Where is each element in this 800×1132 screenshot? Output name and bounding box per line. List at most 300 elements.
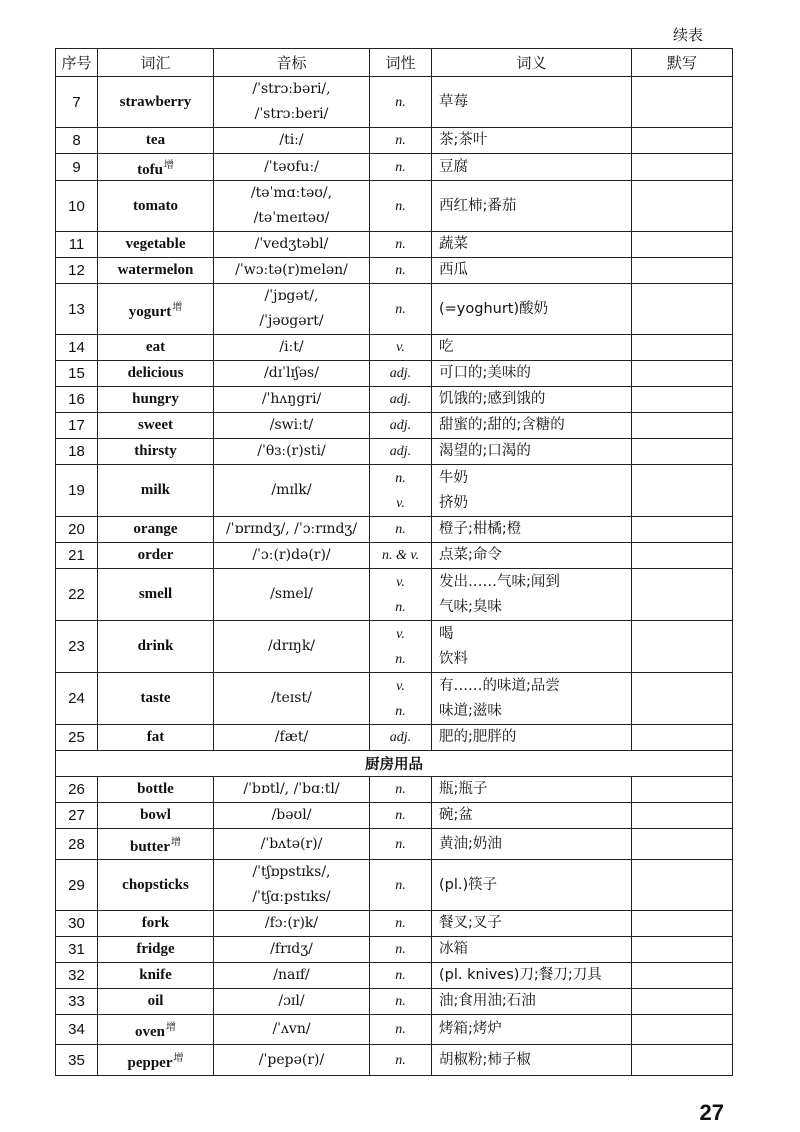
row-number: 30 (56, 911, 98, 937)
part-of-speech: n. (395, 836, 406, 852)
meaning: 牛奶 (439, 469, 468, 486)
vocab-word-cell (98, 1045, 214, 1076)
header-dictation: 默写 (632, 49, 733, 77)
meaning: 西瓜 (439, 262, 468, 278)
meaning: 吃 (439, 339, 454, 355)
added-word-mark: 增 (173, 1052, 184, 1064)
vocab-word-cell (98, 777, 214, 803)
pronunciation-cell (214, 569, 370, 621)
table-row (56, 154, 733, 181)
table-row (56, 569, 733, 621)
meaning-cell (432, 673, 632, 725)
section-header-row (56, 751, 733, 777)
row-number: 14 (56, 335, 98, 361)
meaning: 西红柿;番茄 (439, 197, 517, 214)
row-number: 31 (56, 937, 98, 963)
meaning-cell (432, 517, 632, 543)
meaning: 橙子;柑橘;橙 (439, 521, 522, 537)
header-number: 序号 (56, 49, 98, 77)
part-of-speech: n. (395, 651, 406, 667)
pronunciation: /ˈtəʊfuː/ (264, 158, 319, 175)
header-meaning: 词义 (432, 49, 632, 77)
pronunciation-cell (214, 621, 370, 673)
part-of-speech: adj. (389, 444, 412, 459)
dictation-blank[interactable] (632, 621, 733, 673)
pronunciation: /tiː/ (279, 132, 304, 148)
dictation-blank[interactable] (632, 517, 733, 543)
row-number: 16 (56, 387, 98, 413)
row-number: 27 (56, 803, 98, 829)
meaning-cell (432, 911, 632, 937)
vocab-word-cell (98, 361, 214, 387)
table-row (56, 829, 733, 860)
meaning-cell (432, 860, 632, 911)
row-number: 20 (56, 517, 98, 543)
part-of-speech: n. (395, 877, 406, 893)
part-of-speech-cell (370, 777, 432, 803)
dictation-blank[interactable] (632, 128, 733, 154)
vocab-word: taste (140, 690, 171, 706)
meaning: (pl. knives)刀;餐刀;刀具 (439, 967, 602, 983)
row-number: 7 (56, 77, 98, 128)
part-of-speech-cell (370, 989, 432, 1015)
part-of-speech-cell (370, 1045, 432, 1076)
pronunciation: /dɪˈlɪʃəs/ (264, 365, 319, 381)
pronunciation: /ˈjɒgət/, (264, 288, 319, 304)
table-row (56, 963, 733, 989)
pronunciation-cell (214, 387, 370, 413)
part-of-speech: adj. (389, 366, 412, 381)
row-number: 15 (56, 361, 98, 387)
part-of-speech: n. (395, 522, 406, 537)
dictation-blank[interactable] (632, 673, 733, 725)
vocab-word: smell (138, 586, 173, 602)
row-number: 24 (56, 673, 98, 725)
table-row (56, 128, 733, 154)
dictation-blank[interactable] (632, 439, 733, 465)
meaning-cell (432, 621, 632, 673)
row-number: 34 (56, 1015, 98, 1045)
table-row (56, 860, 733, 911)
pronunciation-cell (214, 258, 370, 284)
meaning: 油;食用油;石油 (439, 993, 536, 1009)
meaning: 胡椒粉;柿子椒 (439, 1051, 531, 1068)
vocab-word-cell (98, 803, 214, 829)
vocab-word-cell (98, 154, 214, 181)
dictation-blank[interactable] (632, 803, 733, 829)
table-row (56, 673, 733, 725)
part-of-speech-cell (370, 154, 432, 181)
vocab-word: fat (146, 729, 165, 745)
pronunciation: /teɪst/ (271, 690, 312, 706)
meaning-cell (432, 77, 632, 128)
part-of-speech: n. (395, 198, 406, 214)
meaning-cell (432, 1045, 632, 1076)
part-of-speech: n. (395, 133, 406, 148)
table-row (56, 232, 733, 258)
pronunciation-cell (214, 860, 370, 911)
table-row (56, 911, 733, 937)
vocab-word: bottle (137, 781, 174, 797)
vocab-word: tea (145, 132, 166, 148)
vocab-word: vegetable (125, 236, 186, 252)
meaning-cell (432, 258, 632, 284)
table-row (56, 77, 733, 128)
meaning-cell (432, 829, 632, 860)
vocab-word-cell (98, 725, 214, 751)
pronunciation: /drɪŋk/ (267, 638, 316, 654)
dictation-blank[interactable] (632, 911, 733, 937)
vocab-word-cell (98, 387, 214, 413)
added-word-mark: 增 (163, 159, 174, 171)
pronunciation-cell (214, 517, 370, 543)
pronunciation: /naɪf/ (273, 967, 310, 983)
dictation-blank[interactable] (632, 154, 733, 181)
pronunciation-cell (214, 725, 370, 751)
vocab-word-cell (98, 1015, 214, 1045)
dictation-blank[interactable] (632, 860, 733, 911)
part-of-speech: n. (395, 470, 406, 486)
pronunciation: /iːt/ (279, 339, 304, 355)
meaning-cell (432, 361, 632, 387)
part-of-speech-cell (370, 77, 432, 128)
part-of-speech: n. (395, 994, 406, 1009)
meaning: 挤奶 (439, 494, 468, 511)
meaning-cell (432, 803, 632, 829)
pronunciation-cell (214, 439, 370, 465)
row-number: 26 (56, 777, 98, 803)
pronunciation: /ˈvedʒtəbl/ (254, 236, 329, 252)
pronunciation: /mɪlk/ (271, 482, 312, 498)
part-of-speech-cell (370, 1015, 432, 1045)
table-row (56, 413, 733, 439)
pronunciation: /frɪdʒ/ (270, 941, 313, 957)
row-number: 28 (56, 829, 98, 860)
part-of-speech: n. (395, 94, 406, 110)
meaning: 点菜;命令 (439, 547, 502, 563)
part-of-speech: n. (395, 1022, 406, 1037)
vocab-word: bowl (140, 807, 171, 823)
vocab-word-cell (98, 128, 214, 154)
vocab-word: strawberry (119, 93, 192, 110)
vocab-word-cell (98, 989, 214, 1015)
dictation-blank[interactable] (632, 937, 733, 963)
row-number: 29 (56, 860, 98, 911)
dictation-blank[interactable] (632, 181, 733, 232)
pronunciation: /ˈstrɔːbəri/, (252, 81, 331, 97)
meaning-cell (432, 1015, 632, 1045)
dictation-blank[interactable] (632, 963, 733, 989)
vocab-word: chopsticks (122, 876, 189, 893)
kitchen-rows (56, 777, 733, 1076)
food-rows (56, 77, 733, 751)
row-number: 21 (56, 543, 98, 569)
row-number: 13 (56, 284, 98, 335)
dictation-blank[interactable] (632, 829, 733, 860)
meaning-cell (432, 963, 632, 989)
row-number: 8 (56, 128, 98, 154)
pronunciation: /ˈθɜː(r)sti/ (257, 443, 326, 459)
dictation-blank[interactable] (632, 387, 733, 413)
pronunciation: /təˈmeɪtəʊ/ (253, 210, 330, 226)
pronunciation: /ˈbɒtl/, /ˈbɑːtl/ (243, 781, 340, 797)
part-of-speech-cell (370, 258, 432, 284)
part-of-speech-cell (370, 232, 432, 258)
vocab-word: delicious (127, 365, 184, 381)
dictation-blank[interactable] (632, 725, 733, 751)
part-of-speech-cell (370, 937, 432, 963)
vocab-word-cell (98, 543, 214, 569)
part-of-speech: n. (395, 942, 406, 957)
pronunciation: /ˈʌvn/ (272, 1021, 311, 1037)
meaning: 碗;盆 (439, 807, 473, 823)
vocab-word: tofu (137, 161, 163, 178)
row-number: 33 (56, 989, 98, 1015)
pronunciation-cell (214, 335, 370, 361)
vocab-word: hungry (132, 391, 179, 407)
pronunciation: /ˈtʃɑːpstɪks/ (252, 889, 331, 905)
header-word: 词汇 (98, 49, 214, 77)
vocab-word: sweet (138, 417, 173, 433)
pronunciation-cell (214, 413, 370, 439)
pronunciation-cell (214, 543, 370, 569)
dictation-blank[interactable] (632, 413, 733, 439)
meaning-cell (432, 335, 632, 361)
meaning-cell (432, 181, 632, 232)
part-of-speech: adj. (389, 418, 412, 433)
meaning-cell (432, 128, 632, 154)
part-of-speech-cell (370, 829, 432, 860)
dictation-blank[interactable] (632, 335, 733, 361)
added-word-mark: 增 (166, 1022, 176, 1033)
pronunciation-cell (214, 1045, 370, 1076)
meaning-cell (432, 413, 632, 439)
meaning: 豆腐 (439, 158, 468, 175)
meaning: 饥饿的;感到饿的 (439, 391, 546, 407)
part-of-speech: n. (395, 808, 406, 823)
dictation-blank[interactable] (632, 1045, 733, 1076)
vocab-word-cell (98, 232, 214, 258)
vocab-word-cell (98, 517, 214, 543)
row-number: 9 (56, 154, 98, 181)
dictation-blank[interactable] (632, 232, 733, 258)
dictation-blank[interactable] (632, 569, 733, 621)
header-part-of-speech: 词性 (370, 49, 432, 77)
section-title: 厨房用品 (56, 751, 733, 777)
vocab-word-cell (98, 77, 214, 128)
vocab-word: thirsty (134, 443, 177, 459)
pronunciation: /ˈbʌtə(r)/ (260, 835, 323, 852)
pronunciation: /fæt/ (274, 729, 309, 745)
pronunciation-cell (214, 232, 370, 258)
part-of-speech: n. (395, 782, 406, 797)
pronunciation-cell (214, 989, 370, 1015)
part-of-speech: n. (395, 263, 406, 278)
pronunciation-cell (214, 937, 370, 963)
part-of-speech: v. (396, 574, 405, 590)
vocab-word: order (137, 547, 174, 563)
row-number: 17 (56, 413, 98, 439)
row-number: 10 (56, 181, 98, 232)
table-row (56, 517, 733, 543)
part-of-speech-cell (370, 621, 432, 673)
row-number: 12 (56, 258, 98, 284)
meaning-cell (432, 154, 632, 181)
vocab-word-cell (98, 673, 214, 725)
meaning: 气味;臭味 (439, 598, 502, 615)
meaning-cell (432, 569, 632, 621)
vocab-word-cell (98, 569, 214, 621)
table-row (56, 439, 733, 465)
vocab-word-cell (98, 335, 214, 361)
pronunciation-cell (214, 181, 370, 232)
vocab-word: butter (130, 838, 170, 855)
pronunciation: /ˈhʌŋgri/ (261, 391, 322, 407)
pronunciation: /ˈɒrɪndʒ/, /ˈɔːrɪndʒ/ (225, 521, 358, 537)
meaning: 草莓 (439, 93, 468, 110)
part-of-speech-cell (370, 963, 432, 989)
pronunciation-cell (214, 1015, 370, 1045)
part-of-speech-cell (370, 803, 432, 829)
vocab-word: tomato (133, 197, 178, 214)
vocab-word-cell (98, 937, 214, 963)
part-of-speech-cell (370, 413, 432, 439)
part-of-speech: n. (395, 703, 406, 719)
row-number: 35 (56, 1045, 98, 1076)
page-number: 27 (699, 1100, 724, 1125)
vocab-word-cell (98, 258, 214, 284)
part-of-speech: n. (395, 159, 406, 175)
row-number: 22 (56, 569, 98, 621)
table-row (56, 937, 733, 963)
vocabulary-table (55, 48, 733, 1076)
pronunciation-cell (214, 777, 370, 803)
table-row (56, 387, 733, 413)
pronunciation: /ˈtʃɒpstɪks/, (252, 864, 331, 880)
dictation-blank[interactable] (632, 465, 733, 517)
continued-label: 续表 (672, 26, 703, 44)
part-of-speech: n. (395, 968, 406, 983)
pronunciation: /smel/ (270, 586, 313, 602)
table-row (56, 258, 733, 284)
part-of-speech-cell (370, 569, 432, 621)
vocab-word: knife (139, 967, 172, 983)
vocab-word: milk (140, 482, 171, 498)
dictation-blank[interactable] (632, 284, 733, 335)
table-row (56, 335, 733, 361)
vocab-word: orange (133, 521, 178, 537)
part-of-speech-cell (370, 725, 432, 751)
part-of-speech: n. (395, 237, 406, 252)
meaning: 可口的;美味的 (439, 365, 531, 381)
meaning: 烤箱;烤炉 (439, 1021, 502, 1037)
pronunciation: /ˈpepə(r)/ (258, 1051, 325, 1068)
table-row (56, 181, 733, 232)
part-of-speech: v. (396, 495, 405, 511)
meaning: 瓶;瓶子 (439, 781, 488, 797)
vocab-word: pepper (127, 1054, 173, 1071)
pronunciation-cell (214, 465, 370, 517)
table-row (56, 621, 733, 673)
vocab-word-cell (98, 413, 214, 439)
vocab-word-cell (98, 465, 214, 517)
pronunciation: /ˈstrɔːberi/ (254, 106, 329, 122)
table-row (56, 284, 733, 335)
meaning: 蔬菜 (439, 236, 468, 252)
part-of-speech: n. (395, 916, 406, 931)
meaning: 肥的;肥胖的 (439, 729, 517, 745)
part-of-speech: v. (396, 626, 405, 642)
dictation-blank[interactable] (632, 361, 733, 387)
pronunciation: /ˈwɔːtə(r)melən/ (235, 262, 348, 278)
vocab-word: oven (135, 1024, 165, 1040)
pronunciation-cell (214, 963, 370, 989)
pronunciation: /ˈjəʊgərt/ (259, 313, 324, 329)
vocab-word-cell (98, 181, 214, 232)
vocab-word: yogurt (128, 303, 172, 320)
pronunciation-cell (214, 128, 370, 154)
meaning-cell (432, 387, 632, 413)
pronunciation: /ɔɪl/ (278, 993, 305, 1009)
meaning: 甜蜜的;甜的;含糖的 (439, 417, 565, 433)
table-row (56, 725, 733, 751)
pronunciation: /bəʊl/ (271, 807, 312, 823)
dictation-blank[interactable] (632, 777, 733, 803)
part-of-speech-cell (370, 181, 432, 232)
vocab-word: fridge (136, 941, 175, 957)
dictation-blank[interactable] (632, 77, 733, 128)
part-of-speech-cell (370, 128, 432, 154)
section-rows (56, 751, 733, 777)
meaning-cell (432, 439, 632, 465)
pronunciation-cell (214, 829, 370, 860)
meaning: 发出……气味;闻到 (439, 573, 560, 590)
meaning-cell (432, 725, 632, 751)
meaning: 喝 (439, 625, 454, 642)
header-pronunciation: 音标 (214, 49, 370, 77)
vocab-word-cell (98, 829, 214, 860)
dictation-blank[interactable] (632, 989, 733, 1015)
part-of-speech: v. (396, 340, 405, 355)
meaning: 黄油;奶油 (439, 835, 502, 852)
part-of-speech-cell (370, 387, 432, 413)
row-number: 32 (56, 963, 98, 989)
meaning: 有……的味道;品尝 (439, 677, 560, 694)
meaning: (pl.)筷子 (439, 876, 498, 893)
vocab-word: drink (137, 638, 174, 654)
table-row (56, 803, 733, 829)
vocab-word-cell (98, 860, 214, 911)
dictation-blank[interactable] (632, 1015, 733, 1045)
row-number: 18 (56, 439, 98, 465)
part-of-speech: n. (395, 1052, 406, 1068)
part-of-speech: n. (395, 301, 406, 317)
meaning-cell (432, 543, 632, 569)
pronunciation: /təˈmɑːtəʊ/, (250, 185, 333, 201)
meaning-cell (432, 284, 632, 335)
dictation-blank[interactable] (632, 258, 733, 284)
meaning: 渴望的;口渴的 (439, 443, 531, 459)
meaning-cell (432, 937, 632, 963)
vocab-word-cell (98, 911, 214, 937)
table-row (56, 989, 733, 1015)
meaning: 餐叉;叉子 (439, 915, 502, 931)
part-of-speech-cell (370, 465, 432, 517)
dictation-blank[interactable] (632, 543, 733, 569)
part-of-speech: adj. (389, 730, 412, 745)
row-number: 25 (56, 725, 98, 751)
part-of-speech-cell (370, 284, 432, 335)
